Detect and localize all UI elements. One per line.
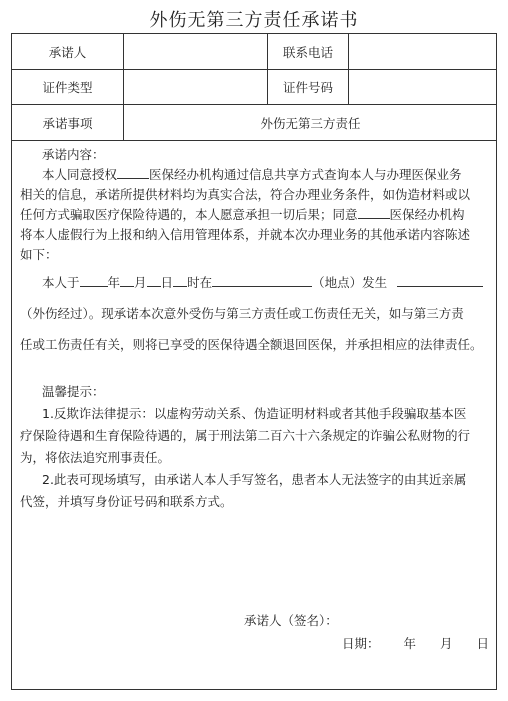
injury-place-text: （地点）发生 [312,275,388,290]
injury-line-3: 任或工伤责任有关，则将已享受的医保待遇全额退回医保，并承担相应的法律责任。 [20,337,483,352]
row-promiser [12,34,496,70]
content-heading: 承诺内容： [42,147,105,162]
injury-month: 月 [134,275,147,290]
notice-1-line-1: 1.反欺诈法律提示：以虚构劳动关系、伪造证明材料或者其他手段骗取基本医 [42,406,467,421]
notice-heading: 温馨提示： [42,384,105,399]
document-title: 外伤无第三方责任承诺书 [149,10,359,31]
authorize-text-2: 医保经办机构通过信息共享方式查询本人与办理医保业务 [149,167,462,182]
promiser-field[interactable] [124,34,267,69]
id-number-label: 证件号码 [282,80,333,95]
content-line-2: 相关的信息，承诺所提供材料均为真实合法，符合办理业务条件，如伪造材料或以 [20,187,471,202]
notice-1-line-2: 疗保险待遇和生育保险待遇的，属于刑法第二百六十六条规定的诈骗公私财物的行 [20,428,471,443]
injury-year: 年 [107,275,121,290]
injury-process-blank[interactable] [397,273,483,287]
content-line-3b: 医保经办机构 [389,207,465,222]
notice-2-line-2: 代签，并填写身份证号码和联系方式。 [20,494,233,509]
commitment-form [11,33,497,690]
content-line-4: 将本人虚假行为上报和纳入信用管理体系，并就本次办理业务的其他承诺内容陈述 [20,227,471,242]
injury-place-blank[interactable] [212,273,312,287]
content-line-3: 任何方式骗取医疗保险待遇的，本人愿意承担一切后果；同意 [20,207,358,222]
injury-hour-blank[interactable] [173,273,187,287]
phone-label: 联系电话 [282,44,333,60]
authorize-text: 本人同意授权 [42,167,118,182]
notice-1-line-3: 为，将依法追究刑事责任。 [20,450,171,465]
injury-time: 时在 [187,275,213,290]
id-type-label: 证件类型 [42,80,93,95]
injury-day: 日 [160,275,174,290]
id-number-field[interactable] [349,70,497,104]
id-type-field[interactable] [124,70,267,104]
matter-label: 承诺事项 [42,115,93,131]
injury-text: 本人于 [42,275,80,290]
signature-label: 承诺人（签名）： [244,613,338,628]
promiser-label: 承诺人 [48,44,87,60]
date-row [342,634,489,652]
date-day: 日 [476,636,490,651]
row-id [12,70,496,105]
date-month: 月 [440,636,453,651]
injury-day-blank[interactable] [147,273,161,287]
injury-statement [20,267,488,360]
date-year: 年 [403,636,417,651]
injury-year-blank[interactable] [80,273,108,287]
injury-month-blank[interactable] [120,273,134,287]
injury-line-2: （外伤经过）。现承诺本次意外受伤与第三方责任或工伤责任无关，如与第三方责 [20,306,464,321]
commitment-content [20,145,488,265]
matter-value: 外伤无第三方责任 [260,115,361,131]
authorize-blank[interactable] [117,165,149,179]
date-label: 日期： [342,636,380,651]
notice-2-line-1: 2.此表可现场填写，由承诺人本人手写签名，患者本人无法签字的由其近亲属 [42,472,467,487]
row-matter [12,105,496,141]
signature-field[interactable] [348,607,478,627]
content-line-5: 如下： [20,247,58,262]
agree-blank[interactable] [358,205,390,219]
phone-field[interactable] [349,34,497,69]
notice-section [20,381,488,513]
